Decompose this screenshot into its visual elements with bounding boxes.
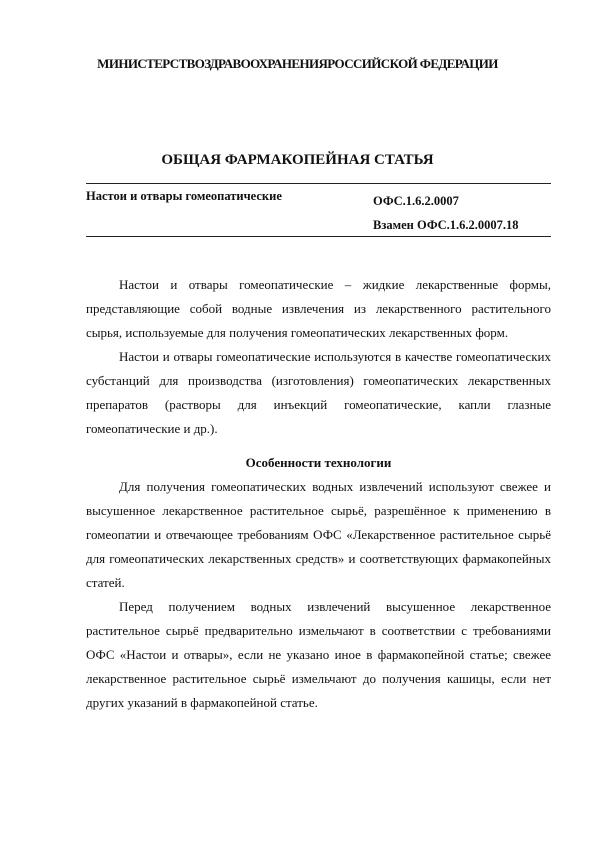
paragraph-definition: Настои и отвары гомеопатические – жидкие лекарственные формы, представляющие собой водные извлечения из лекарственного растительного сырья, используемые для получения гомеопатических лекарственных форм. bbox=[86, 277, 551, 340]
header-bottom-rule bbox=[86, 236, 551, 237]
section-heading-technology: Особенности технологии bbox=[245, 455, 392, 470]
paragraph-raw-materials: Для получения гомеопатических водных извлечений используют свежее и высушенное лекарственное растительное сырьё, разрешённое к применению в гомеопатии и отвечающее требованиям ОФС «Лекарственное растительное сырьё для гомеопатических лекарственных средств» и соответствующих фармакопейных статей. bbox=[86, 479, 551, 590]
paragraph-preparation: Перед получением водных извлечений высушенное лекарственное растительное сырьё предварительно измельчают в соответствии с требованиями ОФС «Настои и отвары», если не указано иное в фармакопейной статье; свежее лекарственное растительное сырьё измельчают до получения кашицы, если нет других указаний в фармакопейной статье. bbox=[86, 599, 551, 710]
ministry-name: МИНИСТЕРСТВОЗДРАВООХРАНЕНИЯРОССИЙСКОЙ ФЕДЕРАЦИИ bbox=[97, 56, 498, 71]
article-replaces: Взамен ОФС.1.6.2.0007.18 bbox=[373, 218, 519, 232]
article-name: Настои и отвары гомеопатические bbox=[86, 189, 282, 203]
paragraph-usage: Настои и отвары гомеопатические используются в качестве гомеопатических субстанций для производства (изготовления) гомеопатических лекарственных препаратов (растворы для инъекций гомеопатические, капли глазные гомеопатические и др.). bbox=[86, 349, 551, 436]
article-codes bbox=[373, 189, 519, 237]
article-body bbox=[86, 273, 551, 715]
document-type-title: ОБЩАЯ ФАРМАКОПЕЙНАЯ СТАТЬЯ bbox=[161, 152, 434, 168]
article-code: ОФС.1.6.2.0007 bbox=[373, 194, 459, 208]
header-top-rule bbox=[86, 183, 551, 184]
